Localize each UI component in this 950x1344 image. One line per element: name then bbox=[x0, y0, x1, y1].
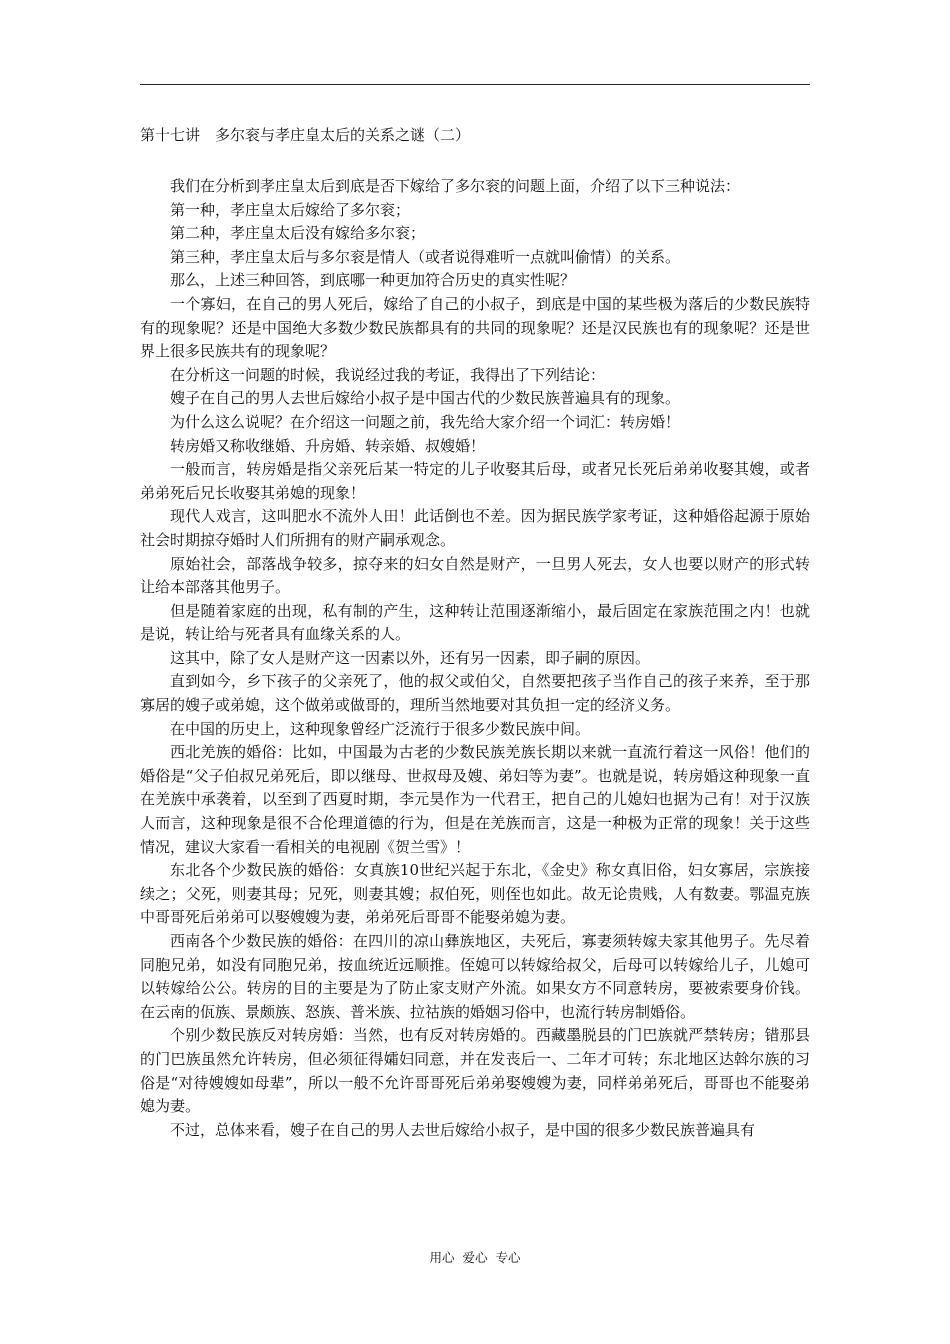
paragraph: 转房婚又称收继婚、升房婚、转亲婚、叔嫂婚！ bbox=[170, 436, 486, 455]
lecture-title: 第十七讲 多尔衮与孝庄皇太后的关系之谜（二） bbox=[140, 126, 471, 144]
paragraph: 现代人戏言，这叫肥水不流外人田！此话倒也不差。因为据民族学家考证，这种婚俗起源于原始社会时期掠夺婚时人们所拥有的财产嗣承观念。 bbox=[140, 507, 810, 549]
paragraph: 第一种，孝庄皇太后嫁给了多尔衮； bbox=[170, 200, 411, 219]
paragraph: 我们在分析到孝庄皇太后到底是否下嫁给了多尔衮的问题上面，介绍了以下三种说法： bbox=[170, 177, 741, 195]
body-text bbox=[140, 175, 810, 1142]
paragraph: 在中国的历史上，这种现象曾经广泛流行于很多少数民族中间。 bbox=[170, 719, 591, 738]
paragraph: 但是随着家庭的出现，私有制的产生，这种转让范围逐渐缩小，最后固定在家族范围之内！也就是说，转让给与死者具有血缘关系的人。 bbox=[140, 601, 810, 644]
paragraph: 东北各个少数民族的婚俗：女真族10世纪兴起于东北，《金史》称女真旧俗，妇女寡居，宗族接续之；父死，则妻其母；兄死，则妻其嫂；叔伯死，则侄也如此。故无论贵贱，人有数妻。鄂温克族中哥哥死后弟弟可以娶嫂嫂为妻，弟弟死后哥哥不能娶弟媳为妻。 bbox=[140, 861, 810, 927]
paragraph: 个别少数民族反对转房婚：当然，也有反对转房婚的。西藏墨脱县的门巴族就严禁转房；错那县的门巴族虽然允许转房，但必须征得孀妇同意，并在发丧后一、二年才可转；东北地区达斡尔族的习俗是“对待嫂嫂如母辈”，所以一般不允许哥哥死后弟弟娶嫂嫂为妻，同样弟弟死后，哥哥也不能娶弟媳为妻。 bbox=[140, 1026, 810, 1116]
paragraph: 西南各个少数民族的婚俗：在四川的凉山彝族地区，夫死后，寡妻须转嫁夫家其他男子。先尽着同胞兄弟，如没有同胞兄弟，按血统近远顺推。侄媳可以转嫁给叔父，后母可以转嫁给儿子，儿媳可以转嫁给公公。转房的目的主要是为了防止家支财产外流。如果女方不同意转房，要被索要身价钱。在云南的佤族、景颇族、怒族、普米族、拉祜族的婚姻习俗中，也流行转房制婚俗。 bbox=[140, 932, 810, 1021]
paragraph: 这其中，除了女人是财产这一因素以外，还有另一因素，即子嗣的原因。 bbox=[170, 648, 651, 667]
paragraph: 第三种，孝庄皇太后与多尔衮是情人（或者说得难听一点就叫偷情）的关系。 bbox=[170, 247, 681, 266]
paragraph: 直到如今，乡下孩子的父亲死了，他的叔父或伯父，自然要把孩子当作自己的孩子来养，至于那寡居的嫂子或弟媳，这个做弟或做哥的，理所当然地要对其负担一定的经济义务。 bbox=[140, 672, 810, 715]
header-rule bbox=[140, 84, 810, 85]
paragraph: 在分析这一问题的时候，我说经过我的考证，我得出了下列结论： bbox=[170, 365, 606, 384]
paragraph: 不过，总体来看，嫂子在自己的男人去世后嫁给小叔子，是中国的很多少数民族普遍具有 bbox=[170, 1120, 756, 1139]
paragraph: 嫂子在自己的男人去世后嫁给小叔子是中国古代的少数民族普遍具有的现象。 bbox=[170, 389, 681, 408]
paragraph: 为什么这么说呢？在介绍这一问题之前，我先给大家介绍一个词汇：转房婚！ bbox=[170, 412, 681, 431]
paragraph: 西北羌族的婚俗：比如，中国最为古老的少数民族羌族长期以来就一直流行着这一风俗！他们的婚俗是“父子伯叔兄弟死后，即以继母、世叔母及嫂、弟妇等为妻”。也就是说，转房婚这种现象一直在羌族中承袭着，以至到了西夏时期，李元昊作为一代君王，把自己的儿媳妇也据为己有！对于汉族人而言，这种现象是很不合伦理道德的行为，但是在羌族而言，这是一种极为正常的现象！关于这些情况，建议大家看一看相关的电视剧《贺兰雪》！ bbox=[140, 743, 810, 856]
paragraph: 那么，上述三种回答，到底哪一种更加符合历史的真实性呢？ bbox=[170, 271, 576, 290]
paragraph: 第二种，孝庄皇太后没有嫁给多尔衮； bbox=[170, 224, 426, 243]
paragraph: 一般而言，转房婚是指父亲死后某一特定的儿子收娶其后母，或者兄长死后弟弟收娶其嫂，或者弟弟死后兄长收娶其弟媳的现象！ bbox=[140, 460, 810, 502]
page-footer: 用心 爱心 专心 bbox=[429, 1250, 521, 1265]
paragraph: 一个寡妇，在自己的男人死后，嫁给了自己的小叔子，到底是中国的某些极为落后的少数民族特有的现象呢？还是中国绝大多数少数民族都具有的共同的现象呢？还是汉民族也有的现象呢？还是世界上很多民族共有的现象呢？ bbox=[140, 294, 810, 361]
paragraph: 原始社会，部落战争较多，掠夺来的妇女自然是财产，一旦男人死去，女人也要以财产的形式转让给本部落其他男子。 bbox=[140, 554, 810, 597]
